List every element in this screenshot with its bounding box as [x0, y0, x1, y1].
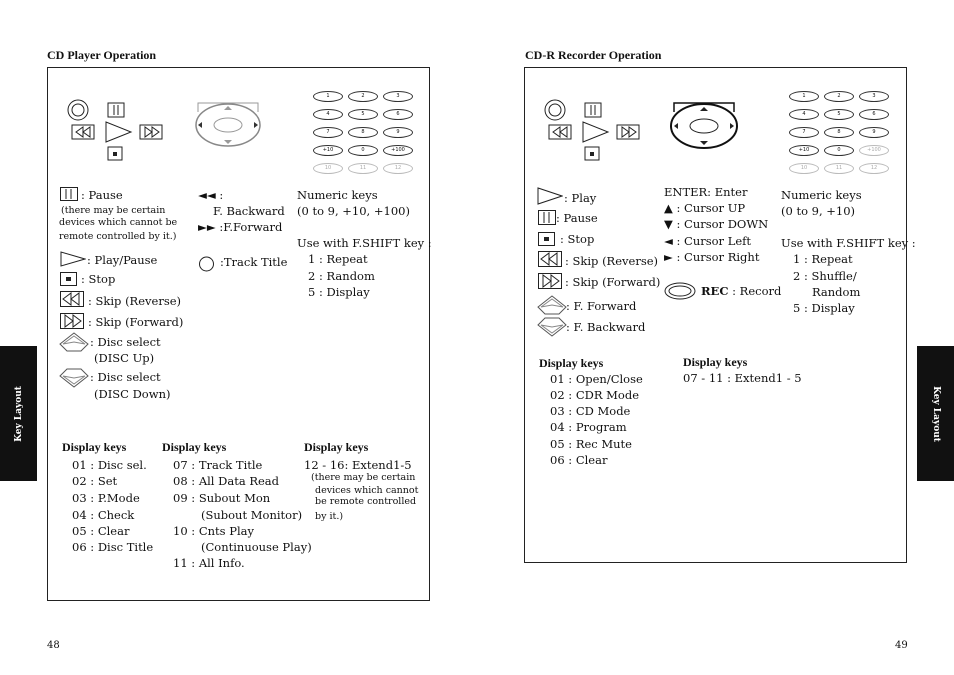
keypad-key: 12 — [859, 163, 889, 174]
keypad-key: 7 — [789, 127, 819, 138]
display-keys-heading: Display keys — [304, 440, 369, 454]
skip-reverse-label: : Skip (Reverse) — [565, 254, 659, 268]
play-pause-label: : Play/Pause — [87, 253, 158, 267]
keypad-key: 1 — [313, 91, 343, 102]
fast-forward-icon — [537, 295, 567, 315]
keypad-key: 3 — [383, 91, 413, 102]
pause-note-line3: remote controlled by it.) — [59, 231, 177, 242]
right-side-tab — [917, 346, 954, 481]
rec-label-bold: REC — [701, 284, 729, 298]
disc-up-label-2: (DISC Up) — [94, 351, 155, 365]
display-key-item: 08 : All Data Read — [173, 474, 280, 488]
display-key-item: 09 : Subout Mon — [173, 491, 271, 505]
keypad-key: 0 — [824, 145, 854, 156]
keypad-key: 2 — [824, 91, 854, 102]
display-key-item: 10 : Cnts Play — [173, 524, 254, 538]
keypad-key: 0 — [348, 145, 378, 156]
keypad-key: 4 — [313, 109, 343, 120]
play-label: : Play — [564, 191, 597, 205]
keypad-key: 12 — [383, 163, 413, 174]
keypad-key: 10 — [313, 163, 343, 174]
display-key-item: (Continuouse Play) — [201, 540, 312, 554]
fast-forward-label: : F. Forward — [566, 299, 637, 313]
disc-down-label-1: : Disc select — [90, 370, 161, 384]
right-cursor-pad-illustration — [666, 100, 746, 150]
shift-item: 1 : Repeat — [793, 252, 853, 266]
display-key-item: 02 : CDR Mode — [550, 388, 640, 402]
keypad-key: 6 — [859, 109, 889, 120]
right-numeric-keypad — [789, 91, 889, 177]
pause-note-line2: devices which cannot be — [59, 217, 178, 228]
rec-label-text: : Record — [732, 284, 782, 298]
play-icon — [60, 251, 86, 267]
keypad-key: 10 — [789, 163, 819, 174]
cursor-right-label: ► : Cursor Right — [664, 250, 760, 264]
cursor-down-label: ▼ : Cursor DOWN — [664, 217, 769, 231]
fast-backward-icon — [537, 317, 567, 337]
display-note-line: (there may be certain — [311, 472, 416, 483]
page-number: 49 — [895, 640, 908, 651]
side-tab-label: Key Layout — [13, 385, 24, 442]
display-key-item: 07 : Track Title — [173, 458, 263, 472]
left-transport-illustration — [66, 96, 170, 166]
display-keys-heading: Display keys — [162, 440, 227, 454]
numeric-keys-range: (0 to 9, +10, +100) — [297, 204, 410, 218]
display-key-item: 03 : P.Mode — [72, 491, 140, 505]
display-key-item: 01 : Disc sel. — [72, 458, 147, 472]
display-key-item: 02 : Set — [72, 474, 118, 488]
skip-forward-label: : Skip (Forward) — [565, 275, 661, 289]
display-note-line: devices which cannot — [315, 485, 419, 496]
pause-icon — [60, 187, 78, 201]
stop-label: : Stop — [560, 232, 595, 246]
skip-reverse-icon — [538, 251, 562, 267]
cursor-left-label: ◄ : Cursor Left — [664, 234, 752, 248]
display-key-range: 12 - 16: Extend1-5 — [304, 458, 412, 472]
display-key-item: 04 : Program — [550, 420, 627, 434]
rec-label — [701, 284, 781, 298]
forward-label: ►► :F.Forward — [198, 220, 283, 234]
stop-label: : Stop — [81, 272, 116, 286]
keypad-key: 2 — [348, 91, 378, 102]
stop-icon — [538, 232, 555, 246]
skip-reverse-label: : Skip (Reverse) — [88, 294, 182, 308]
display-note-line: by it.) — [315, 511, 344, 522]
right-transport-illustration — [543, 96, 647, 166]
track-title-icon — [198, 256, 215, 272]
disc-down-icon — [59, 368, 89, 388]
left-numeric-keypad — [313, 91, 413, 177]
keypad-key: +100 — [383, 145, 413, 156]
display-key-range: 07 - 11 : Extend1 - 5 — [683, 371, 802, 385]
skip-reverse-icon — [60, 291, 84, 307]
cursor-up-label: ▲ : Cursor UP — [664, 201, 746, 215]
keypad-key: 11 — [824, 163, 854, 174]
keypad-key: +100 — [859, 145, 889, 156]
display-keys-heading: Display keys — [539, 356, 604, 370]
enter-label: ENTER: Enter — [664, 185, 748, 199]
pause-label: : Pause — [556, 211, 598, 225]
display-key-item: 01 : Open/Close — [550, 372, 643, 386]
shift-label: Use with F.SHIFT key : — [781, 236, 916, 250]
pause-icon — [538, 210, 556, 225]
keypad-key: 5 — [348, 109, 378, 120]
skip-forward-label: : Skip (Forward) — [88, 315, 184, 329]
fast-backward-label: : F. Backward — [566, 320, 646, 334]
rec-button-icon — [664, 282, 696, 300]
right-page-title: CD-R Recorder Operation — [525, 48, 662, 62]
stop-icon — [60, 272, 77, 286]
display-keys-heading: Display keys — [62, 440, 127, 454]
pause-label: : Pause — [81, 188, 123, 202]
skip-forward-icon — [60, 313, 84, 329]
display-keys-heading: Display keys — [683, 355, 748, 369]
shift-label: Use with F.SHIFT key : — [297, 236, 432, 250]
shift-item: 5 : Display — [793, 301, 855, 315]
shift-item: 2 : Random — [308, 269, 375, 283]
keypad-key: +10 — [789, 145, 819, 156]
skip-forward-icon — [538, 273, 562, 289]
left-side-tab — [0, 346, 37, 481]
disc-up-icon — [59, 332, 89, 352]
shift-item: Random — [812, 285, 861, 299]
keypad-key: 4 — [789, 109, 819, 120]
track-title-label: :Track Title — [220, 255, 288, 269]
numeric-keys-label: Numeric keys — [297, 188, 378, 202]
keypad-key: +10 — [313, 145, 343, 156]
numeric-keys-range: (0 to 9, +10) — [781, 204, 856, 218]
left-cursor-pad-illustration — [190, 100, 270, 148]
display-key-item: (Subout Monitor) — [201, 508, 303, 522]
side-tab-label: Key Layout — [930, 385, 941, 442]
keypad-key: 11 — [348, 163, 378, 174]
display-key-item: 03 : CD Mode — [550, 404, 631, 418]
keypad-key: 5 — [824, 109, 854, 120]
disc-up-label-1: : Disc select — [90, 335, 161, 349]
shift-item: 1 : Repeat — [308, 252, 368, 266]
display-key-item: 04 : Check — [72, 508, 135, 522]
keypad-key: 8 — [348, 127, 378, 138]
shift-item: 5 : Display — [308, 285, 370, 299]
display-key-item: 05 : Rec Mute — [550, 437, 632, 451]
display-key-item: 05 : Clear — [72, 524, 130, 538]
display-note-line: be remote controlled — [315, 496, 417, 507]
keypad-key: 7 — [313, 127, 343, 138]
shift-item: 2 : Shuffle/ — [793, 269, 857, 283]
play-icon — [537, 187, 563, 205]
page-number: 48 — [47, 640, 60, 651]
numeric-keys-label: Numeric keys — [781, 188, 862, 202]
keypad-key: 6 — [383, 109, 413, 120]
keypad-key: 8 — [824, 127, 854, 138]
keypad-key: 9 — [859, 127, 889, 138]
disc-down-label-2: (DISC Down) — [94, 387, 171, 401]
keypad-key: 9 — [383, 127, 413, 138]
pause-note-line1: (there may be certain — [61, 205, 166, 216]
backward-symbol: ◄◄ : — [198, 188, 224, 202]
backward-label: F. Backward — [213, 204, 285, 218]
left-page-title: CD Player Operation — [47, 48, 157, 62]
display-key-item: 06 : Disc Title — [72, 540, 154, 554]
keypad-key: 3 — [859, 91, 889, 102]
keypad-key: 1 — [789, 91, 819, 102]
display-key-item: 11 : All Info. — [173, 556, 245, 570]
display-key-item: 06 : Clear — [550, 453, 608, 467]
